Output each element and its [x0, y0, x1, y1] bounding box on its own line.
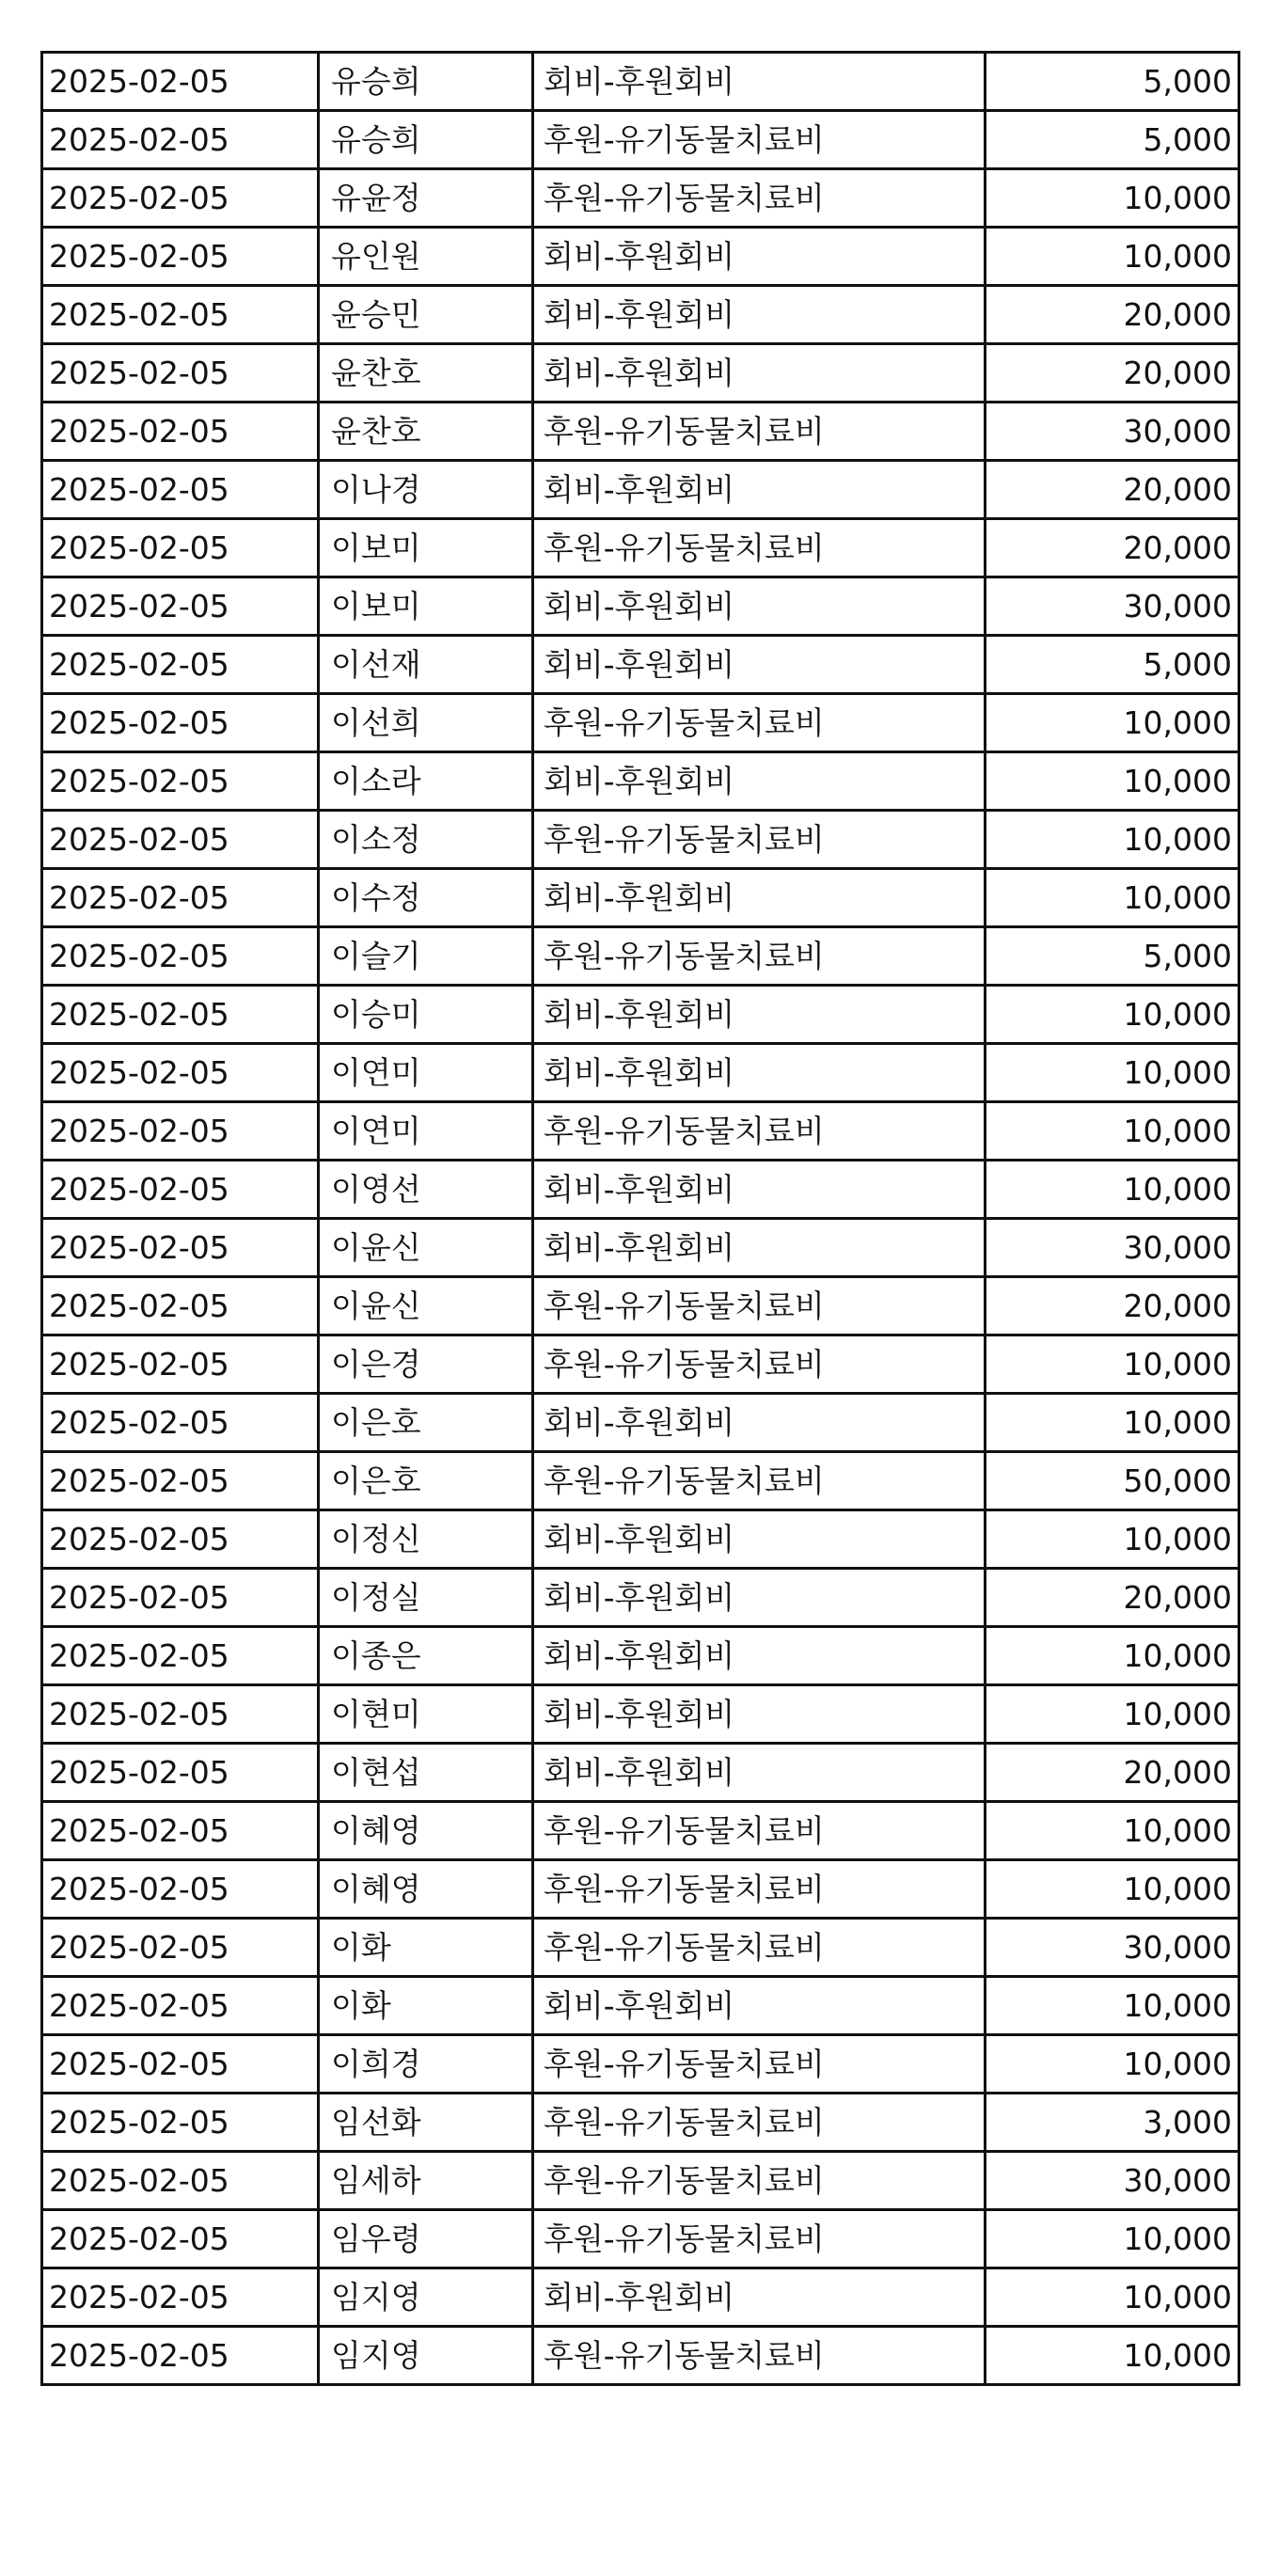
- donor-name-cell: 이윤신: [319, 1219, 533, 1277]
- table-row: [42, 2152, 1239, 2210]
- date-cell: 2025-02-05: [42, 1919, 319, 1977]
- category-cell: 회비-후원회비: [533, 344, 986, 403]
- date-cell: 2025-02-05: [42, 869, 319, 927]
- donor-name-cell: 이보미: [319, 519, 533, 577]
- category-cell: 후원-유기동물치료비: [533, 1277, 986, 1335]
- date-cell: 2025-02-05: [42, 2268, 319, 2327]
- category-cell: 후원-유기동물치료비: [533, 927, 986, 986]
- category-cell: 회비-후원회비: [533, 1219, 986, 1277]
- amount-cell: 3,000: [986, 2094, 1239, 2152]
- category-cell: 후원-유기동물치료비: [533, 2035, 986, 2094]
- table-row: [42, 53, 1239, 111]
- donation-ledger-sheet: [40, 51, 1240, 2386]
- category-cell: 회비-후원회비: [533, 53, 986, 111]
- donor-name-cell: 이종은: [319, 1627, 533, 1685]
- category-cell: 회비-후원회비: [533, 461, 986, 519]
- amount-cell: 10,000: [986, 2210, 1239, 2268]
- amount-cell: 10,000: [986, 1335, 1239, 1394]
- amount-cell: 30,000: [986, 577, 1239, 636]
- table-row: [42, 1510, 1239, 1569]
- category-cell: 회비-후원회비: [533, 1744, 986, 1802]
- table-row: [42, 1685, 1239, 1744]
- category-cell: 회비-후원회비: [533, 1510, 986, 1569]
- table-row: [42, 1335, 1239, 1394]
- donor-name-cell: 이현미: [319, 1685, 533, 1744]
- category-cell: 후원-유기동물치료비: [533, 2327, 986, 2385]
- donor-name-cell: 이은호: [319, 1452, 533, 1510]
- category-cell: 회비-후원회비: [533, 1044, 986, 1102]
- date-cell: 2025-02-05: [42, 1335, 319, 1394]
- donor-name-cell: 임지영: [319, 2327, 533, 2385]
- table-row: [42, 927, 1239, 986]
- table-row: [42, 2268, 1239, 2327]
- category-cell: 회비-후원회비: [533, 986, 986, 1044]
- table-row: [42, 169, 1239, 228]
- category-cell: 회비-후원회비: [533, 636, 986, 694]
- amount-cell: 20,000: [986, 519, 1239, 577]
- amount-cell: 10,000: [986, 1102, 1239, 1161]
- date-cell: 2025-02-05: [42, 752, 319, 811]
- date-cell: 2025-02-05: [42, 53, 319, 111]
- donor-name-cell: 이슬기: [319, 927, 533, 986]
- category-cell: 후원-유기동물치료비: [533, 1802, 986, 1860]
- date-cell: 2025-02-05: [42, 986, 319, 1044]
- table-row: [42, 1277, 1239, 1335]
- amount-cell: 10,000: [986, 869, 1239, 927]
- donor-name-cell: 이현섭: [319, 1744, 533, 1802]
- amount-cell: 5,000: [986, 636, 1239, 694]
- amount-cell: 10,000: [986, 1510, 1239, 1569]
- amount-cell: 20,000: [986, 1569, 1239, 1627]
- category-cell: 후원-유기동물치료비: [533, 519, 986, 577]
- table-row: [42, 1102, 1239, 1161]
- table-row: [42, 577, 1239, 636]
- table-row: [42, 1044, 1239, 1102]
- amount-cell: 5,000: [986, 927, 1239, 986]
- amount-cell: 10,000: [986, 1394, 1239, 1452]
- date-cell: 2025-02-05: [42, 228, 319, 286]
- table-row: [42, 2035, 1239, 2094]
- category-cell: 후원-유기동물치료비: [533, 169, 986, 228]
- date-cell: 2025-02-05: [42, 1977, 319, 2035]
- donor-name-cell: 이은경: [319, 1335, 533, 1394]
- amount-cell: 10,000: [986, 1161, 1239, 1219]
- table-row: [42, 1627, 1239, 1685]
- category-cell: 후원-유기동물치료비: [533, 1452, 986, 1510]
- donor-name-cell: 윤찬호: [319, 344, 533, 403]
- donor-name-cell: 임세하: [319, 2152, 533, 2210]
- date-cell: 2025-02-05: [42, 1452, 319, 1510]
- amount-cell: 10,000: [986, 1044, 1239, 1102]
- date-cell: 2025-02-05: [42, 2035, 319, 2094]
- donor-name-cell: 윤승민: [319, 286, 533, 344]
- donor-name-cell: 유승희: [319, 111, 533, 169]
- date-cell: 2025-02-05: [42, 636, 319, 694]
- date-cell: 2025-02-05: [42, 403, 319, 461]
- date-cell: 2025-02-05: [42, 927, 319, 986]
- table-row: [42, 1860, 1239, 1919]
- amount-cell: 10,000: [986, 169, 1239, 228]
- donor-name-cell: 이승미: [319, 986, 533, 1044]
- donor-name-cell: 이화: [319, 1919, 533, 1977]
- table-row: [42, 519, 1239, 577]
- table-row: [42, 286, 1239, 344]
- table-row: [42, 1802, 1239, 1860]
- date-cell: 2025-02-05: [42, 694, 319, 752]
- amount-cell: 10,000: [986, 1860, 1239, 1919]
- date-cell: 2025-02-05: [42, 2152, 319, 2210]
- date-cell: 2025-02-05: [42, 1744, 319, 1802]
- date-cell: 2025-02-05: [42, 1802, 319, 1860]
- amount-cell: 30,000: [986, 1919, 1239, 1977]
- donor-name-cell: 이수정: [319, 869, 533, 927]
- date-cell: 2025-02-05: [42, 344, 319, 403]
- donor-name-cell: 이선재: [319, 636, 533, 694]
- category-cell: 회비-후원회비: [533, 1685, 986, 1744]
- table-row: [42, 811, 1239, 869]
- donor-name-cell: 이소라: [319, 752, 533, 811]
- table-row: [42, 2210, 1239, 2268]
- amount-cell: 5,000: [986, 53, 1239, 111]
- amount-cell: 10,000: [986, 1802, 1239, 1860]
- category-cell: 회비-후원회비: [533, 1161, 986, 1219]
- amount-cell: 10,000: [986, 1977, 1239, 2035]
- date-cell: 2025-02-05: [42, 286, 319, 344]
- table-row: [42, 1219, 1239, 1277]
- table-row: [42, 1452, 1239, 1510]
- donor-name-cell: 이선희: [319, 694, 533, 752]
- amount-cell: 10,000: [986, 811, 1239, 869]
- amount-cell: 30,000: [986, 1219, 1239, 1277]
- table-row: [42, 2094, 1239, 2152]
- table-row: [42, 111, 1239, 169]
- date-cell: 2025-02-05: [42, 1627, 319, 1685]
- donor-name-cell: 이혜영: [319, 1860, 533, 1919]
- amount-cell: 10,000: [986, 2327, 1239, 2385]
- donor-name-cell: 이은호: [319, 1394, 533, 1452]
- category-cell: 회비-후원회비: [533, 577, 986, 636]
- date-cell: 2025-02-05: [42, 1044, 319, 1102]
- table-row: [42, 403, 1239, 461]
- amount-cell: 10,000: [986, 752, 1239, 811]
- donor-name-cell: 이희경: [319, 2035, 533, 2094]
- category-cell: 회비-후원회비: [533, 2268, 986, 2327]
- category-cell: 회비-후원회비: [533, 752, 986, 811]
- amount-cell: 50,000: [986, 1452, 1239, 1510]
- date-cell: 2025-02-05: [42, 1102, 319, 1161]
- date-cell: 2025-02-05: [42, 1569, 319, 1627]
- date-cell: 2025-02-05: [42, 2210, 319, 2268]
- donor-name-cell: 이혜영: [319, 1802, 533, 1860]
- date-cell: 2025-02-05: [42, 111, 319, 169]
- category-cell: 후원-유기동물치료비: [533, 1860, 986, 1919]
- table-row: [42, 461, 1239, 519]
- date-cell: 2025-02-05: [42, 1685, 319, 1744]
- donor-name-cell: 이보미: [319, 577, 533, 636]
- table-row: [42, 869, 1239, 927]
- date-cell: 2025-02-05: [42, 577, 319, 636]
- donor-name-cell: 이정신: [319, 1510, 533, 1569]
- category-cell: 회비-후원회비: [533, 286, 986, 344]
- date-cell: 2025-02-05: [42, 1219, 319, 1277]
- category-cell: 회비-후원회비: [533, 869, 986, 927]
- donor-name-cell: 이소정: [319, 811, 533, 869]
- date-cell: 2025-02-05: [42, 2327, 319, 2385]
- amount-cell: 10,000: [986, 1627, 1239, 1685]
- category-cell: 후원-유기동물치료비: [533, 811, 986, 869]
- donor-name-cell: 임지영: [319, 2268, 533, 2327]
- table-row: [42, 694, 1239, 752]
- date-cell: 2025-02-05: [42, 1161, 319, 1219]
- date-cell: 2025-02-05: [42, 461, 319, 519]
- donor-name-cell: 윤찬호: [319, 403, 533, 461]
- category-cell: 후원-유기동물치료비: [533, 2094, 986, 2152]
- donor-name-cell: 이연미: [319, 1044, 533, 1102]
- table-row: [42, 228, 1239, 286]
- donation-ledger-table: [40, 51, 1240, 2386]
- amount-cell: 30,000: [986, 403, 1239, 461]
- table-row: [42, 1569, 1239, 1627]
- amount-cell: 20,000: [986, 1277, 1239, 1335]
- amount-cell: 10,000: [986, 2268, 1239, 2327]
- category-cell: 회비-후원회비: [533, 1569, 986, 1627]
- amount-cell: 5,000: [986, 111, 1239, 169]
- category-cell: 후원-유기동물치료비: [533, 694, 986, 752]
- table-row: [42, 1919, 1239, 1977]
- date-cell: 2025-02-05: [42, 1277, 319, 1335]
- date-cell: 2025-02-05: [42, 169, 319, 228]
- amount-cell: 20,000: [986, 286, 1239, 344]
- date-cell: 2025-02-05: [42, 1510, 319, 1569]
- table-row: [42, 752, 1239, 811]
- donor-name-cell: 유인원: [319, 228, 533, 286]
- date-cell: 2025-02-05: [42, 2094, 319, 2152]
- donor-name-cell: 임우령: [319, 2210, 533, 2268]
- amount-cell: 20,000: [986, 1744, 1239, 1802]
- category-cell: 후원-유기동물치료비: [533, 1919, 986, 1977]
- category-cell: 후원-유기동물치료비: [533, 403, 986, 461]
- category-cell: 후원-유기동물치료비: [533, 1335, 986, 1394]
- donor-name-cell: 임선화: [319, 2094, 533, 2152]
- amount-cell: 30,000: [986, 2152, 1239, 2210]
- table-row: [42, 1394, 1239, 1452]
- donor-name-cell: 이정실: [319, 1569, 533, 1627]
- amount-cell: 10,000: [986, 228, 1239, 286]
- ledger-body: [42, 53, 1239, 2385]
- category-cell: 회비-후원회비: [533, 1627, 986, 1685]
- amount-cell: 10,000: [986, 1685, 1239, 1744]
- donor-name-cell: 이화: [319, 1977, 533, 2035]
- amount-cell: 20,000: [986, 461, 1239, 519]
- category-cell: 회비-후원회비: [533, 1977, 986, 2035]
- amount-cell: 10,000: [986, 986, 1239, 1044]
- category-cell: 후원-유기동물치료비: [533, 1102, 986, 1161]
- amount-cell: 10,000: [986, 694, 1239, 752]
- donor-name-cell: 이나경: [319, 461, 533, 519]
- table-row: [42, 344, 1239, 403]
- category-cell: 후원-유기동물치료비: [533, 111, 986, 169]
- table-row: [42, 636, 1239, 694]
- category-cell: 회비-후원회비: [533, 228, 986, 286]
- date-cell: 2025-02-05: [42, 1860, 319, 1919]
- donor-name-cell: 이영선: [319, 1161, 533, 1219]
- donor-name-cell: 유윤정: [319, 169, 533, 228]
- amount-cell: 10,000: [986, 2035, 1239, 2094]
- amount-cell: 20,000: [986, 344, 1239, 403]
- category-cell: 후원-유기동물치료비: [533, 2152, 986, 2210]
- category-cell: 후원-유기동물치료비: [533, 2210, 986, 2268]
- date-cell: 2025-02-05: [42, 1394, 319, 1452]
- table-row: [42, 986, 1239, 1044]
- donor-name-cell: 유승희: [319, 53, 533, 111]
- date-cell: 2025-02-05: [42, 811, 319, 869]
- donor-name-cell: 이윤신: [319, 1277, 533, 1335]
- date-cell: 2025-02-05: [42, 519, 319, 577]
- table-row: [42, 2327, 1239, 2385]
- donor-name-cell: 이연미: [319, 1102, 533, 1161]
- table-row: [42, 1977, 1239, 2035]
- table-row: [42, 1161, 1239, 1219]
- category-cell: 회비-후원회비: [533, 1394, 986, 1452]
- table-row: [42, 1744, 1239, 1802]
